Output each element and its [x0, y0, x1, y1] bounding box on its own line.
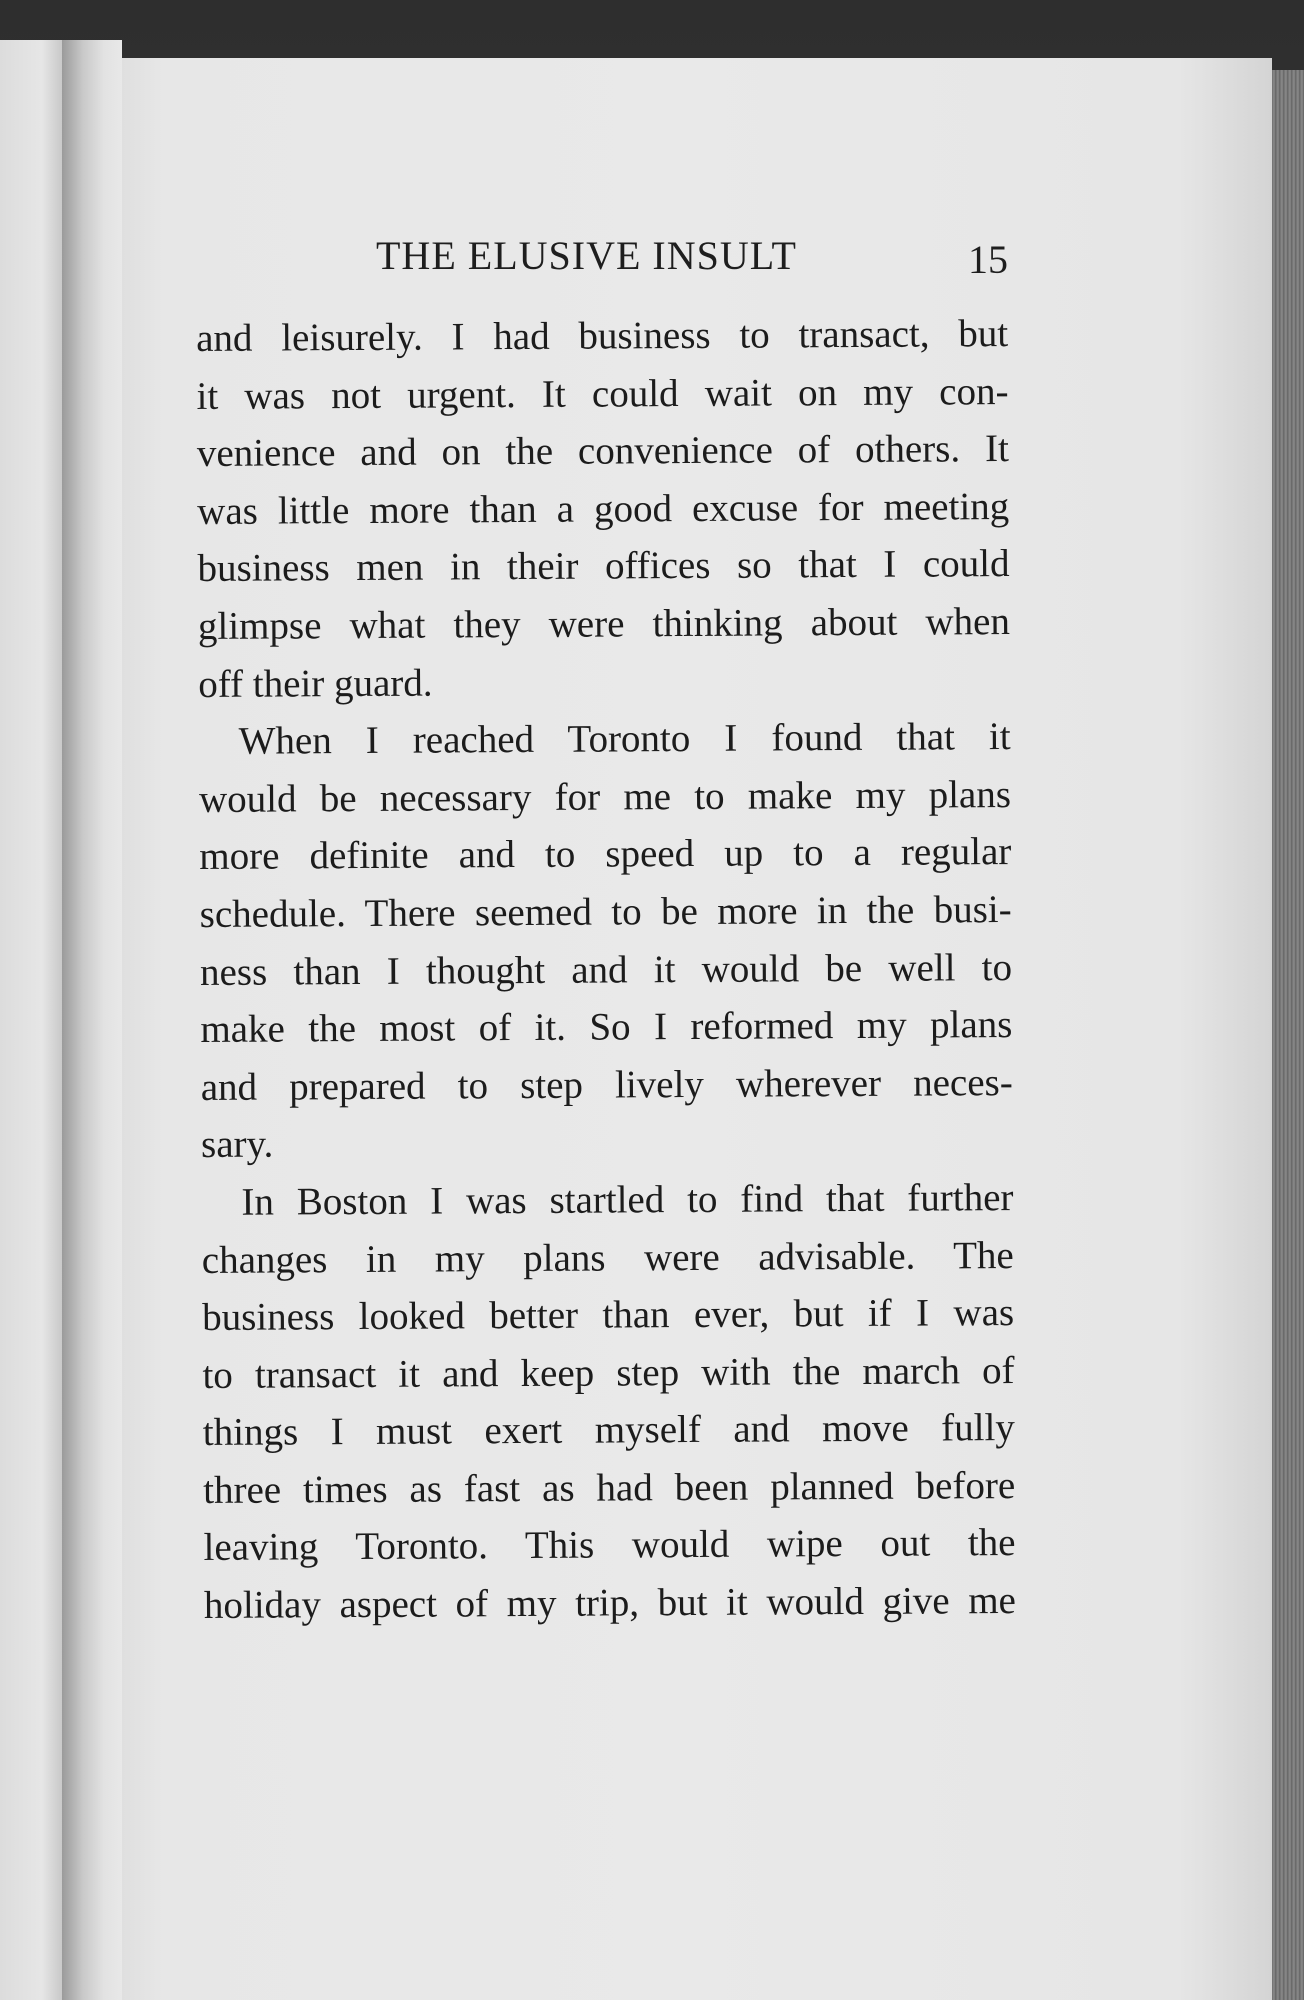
text-line: business men in their offices so that I could — [197, 542, 1010, 591]
text-line: off their guard. — [198, 661, 433, 706]
body-text — [196, 305, 1016, 1635]
text-line: was little more than a good excuse for meeting — [197, 484, 1010, 533]
text-line: holiday aspect of my trip, but it would give me — [203, 1579, 1017, 1628]
running-head — [0, 232, 1304, 292]
page-gutter — [62, 40, 122, 2000]
text-line: make the most of it. So I reformed my plans — [200, 1003, 1013, 1052]
page-number: 15 — [968, 237, 1008, 282]
text-line: more definite and to speed up to a regular — [199, 830, 1012, 879]
text-line: venience and on the convenience of others. It — [196, 427, 1009, 476]
text-line: things I must exert myself and move fully — [202, 1406, 1015, 1455]
text-line: and leisurely. I had business to transact, but — [196, 312, 1009, 360]
page-stack-edge — [1272, 70, 1304, 2000]
text-line: sary. — [200, 1122, 274, 1167]
text-line: leaving Toronto. This would wipe out the — [203, 1521, 1016, 1570]
running-title: THE ELUSIVE INSULT — [376, 233, 797, 278]
text-line: it was not urgent. It could wait on my con- — [196, 369, 1009, 418]
text-line: ness than I thought and it would be well to — [199, 945, 1013, 994]
text-line: When I reached Toronto I found that it — [238, 715, 1011, 763]
text-line: and prepared to step lively wherever neces- — [200, 1060, 1013, 1109]
text-line: would be necessary for me to make my plans — [198, 772, 1012, 821]
text-line: glimpse what they were thinking about when — [197, 600, 1011, 648]
text-line: business looked better than ever, but if I was — [202, 1291, 1015, 1340]
text-line: In Boston I was startled to find that further — [241, 1175, 1014, 1224]
text-line: to transact it and keep step with the march of — [202, 1348, 1015, 1397]
text-line: changes in my plans were advisable. The — [201, 1233, 1014, 1282]
text-line: schedule. There seemed to be more in the busi- — [199, 887, 1012, 936]
text-line: three times as fast as had been planned before — [203, 1463, 1016, 1512]
previous-page-edge — [0, 40, 70, 2000]
